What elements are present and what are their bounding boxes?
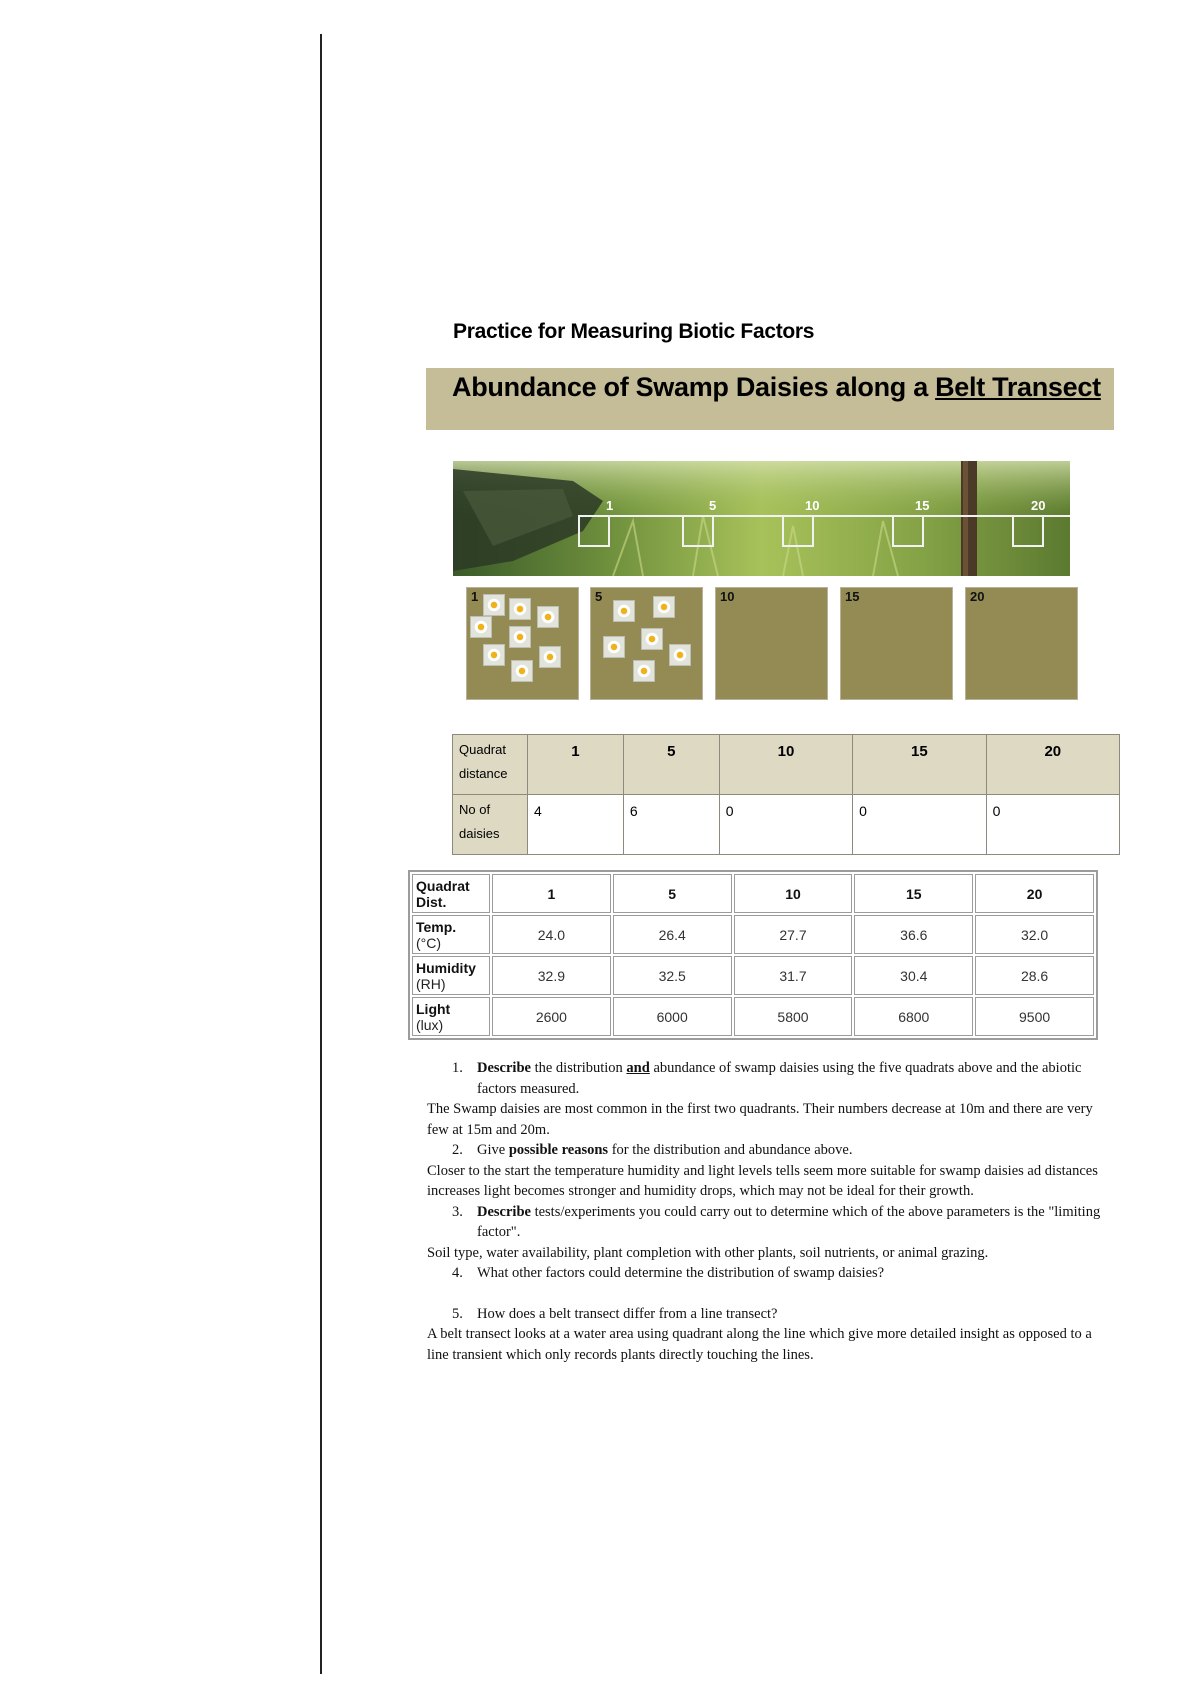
quadrat-label: 15	[845, 589, 860, 604]
answer-2: Closer to the start the temperature humidity and light levels tells seem more suitable for swamp daisies ad distances increases light becomes stronger and humidity drops, which may not be ideal for their growth.	[427, 1162, 1098, 1199]
table-row	[412, 874, 1094, 913]
daisy-icon	[509, 598, 531, 620]
abiotic-factors-table	[408, 870, 1098, 1040]
quadrat-label: 10	[720, 589, 735, 604]
quadrat-5	[590, 587, 703, 700]
abiotic-header-cell: 15	[854, 874, 973, 913]
abiotic-cell: 32.5	[613, 956, 732, 995]
question-number: 3.	[452, 1203, 463, 1220]
questions-section	[427, 1058, 1112, 1365]
photo-marker-1: 1	[606, 498, 614, 513]
count-row-label: No of daisies	[453, 795, 528, 855]
abiotic-row-label	[412, 956, 490, 995]
abiotic-cell: 5800	[734, 997, 853, 1036]
abiotic-cell: 36.6	[854, 915, 973, 954]
question-keyword: possible reasons	[508, 1142, 609, 1158]
daisy-icon	[509, 626, 531, 648]
answer-3: Soil type, water availability, plant completion with other plants, soil nutrients, or animal grazing.	[427, 1244, 989, 1261]
abiotic-cell: 32.0	[975, 915, 1094, 954]
question-number: 4.	[452, 1265, 463, 1281]
question-5	[427, 1304, 1112, 1325]
abiotic-row-label	[412, 997, 490, 1036]
count-cell: 0	[986, 795, 1119, 855]
page-margin-line	[320, 34, 322, 1674]
daisy-icon	[613, 600, 635, 622]
transect-photo	[453, 461, 1070, 576]
question-number: 1.	[452, 1060, 463, 1076]
daisy-icon	[483, 644, 505, 666]
count-cell: 0	[719, 795, 852, 855]
abiotic-header-cell: 1	[492, 874, 611, 913]
abiotic-header-cell: 5	[613, 874, 732, 913]
count-header-cell: 10	[719, 735, 852, 795]
count-cell: 6	[623, 795, 719, 855]
abiotic-cell: 30.4	[854, 956, 973, 995]
table-row	[453, 735, 1120, 795]
question-4	[427, 1263, 1112, 1284]
count-header-cell: 15	[853, 735, 986, 795]
abiotic-header-cell: 10	[734, 874, 853, 913]
quadrat-20	[965, 587, 1078, 700]
question-text: abundance of swamp daisies using the five quadrats above and the abiotic factors measured.	[477, 1060, 1082, 1097]
question-text: What other factors could determine the distribution of swamp daisies?	[477, 1265, 885, 1281]
blank-answer-4	[427, 1284, 1112, 1304]
banner-title	[452, 372, 1101, 403]
count-cell: 4	[528, 795, 624, 855]
quadrat-diagrams	[466, 587, 1078, 700]
abiotic-cell: 26.4	[613, 915, 732, 954]
row-unit: (lux)	[416, 1016, 444, 1033]
count-cell: 0	[853, 795, 986, 855]
question-text: the distribution	[530, 1060, 627, 1076]
photo-marker-5: 5	[709, 498, 717, 513]
count-header-cell: 20	[986, 735, 1119, 795]
title-banner	[426, 368, 1114, 430]
daisy-icon	[641, 628, 663, 650]
question-text: for the distribution and abundance above.	[608, 1142, 853, 1158]
daisy-icon	[470, 616, 492, 638]
row-unit: (RH)	[416, 975, 446, 992]
photo-marker-10: 10	[805, 498, 820, 513]
daisy-icon	[669, 644, 691, 666]
question-keyword: Describe	[477, 1203, 531, 1220]
photo-marker-20: 20	[1031, 498, 1046, 513]
row-name: Humidity	[416, 959, 476, 976]
row-name: Temp.	[416, 918, 457, 935]
daisy-icon	[603, 636, 625, 658]
table-row	[412, 997, 1094, 1036]
answer-1: The Swamp daisies are most common in the first two quadrants. Their numbers decrease at 10m and there are very few at 15m and 20m.	[427, 1101, 1093, 1138]
abiotic-cell: 32.9	[492, 956, 611, 995]
abiotic-cell: 9500	[975, 997, 1094, 1036]
quadrat-15	[840, 587, 953, 700]
question-text: tests/experiments you could carry out to determine which of the above parameters is the "limiting factor".	[477, 1203, 1101, 1240]
count-header-cell: 1	[528, 735, 624, 795]
row-name: Light	[416, 1000, 451, 1017]
question-keyword: Describe	[477, 1060, 531, 1076]
question-1	[427, 1058, 1112, 1099]
question-number: 5.	[452, 1305, 463, 1322]
question-3	[427, 1202, 1112, 1243]
table-row	[412, 915, 1094, 954]
abiotic-row-label	[412, 915, 490, 954]
abiotic-header-label: Quadrat Dist.	[412, 874, 490, 913]
daisy-icon	[511, 660, 533, 682]
abiotic-cell: 31.7	[734, 956, 853, 995]
abiotic-cell: 6000	[613, 997, 732, 1036]
abiotic-cell: 2600	[492, 997, 611, 1036]
count-header-cell: 5	[623, 735, 719, 795]
daisy-icon	[483, 594, 505, 616]
quadrat-label: 20	[970, 589, 985, 604]
abiotic-cell: 6800	[854, 997, 973, 1036]
question-underlined: and	[626, 1060, 650, 1076]
daisy-icon	[539, 646, 561, 668]
abiotic-header-cell: 20	[975, 874, 1094, 913]
row-unit: (°C)	[416, 934, 442, 951]
quadrat-10	[715, 587, 828, 700]
daisy-icon	[653, 596, 675, 618]
abiotic-cell: 27.7	[734, 915, 853, 954]
count-header-label: Quadrat distance	[453, 735, 528, 795]
quadrat-label: 5	[595, 589, 603, 604]
answer-5: A belt transect looks at a water area using quadrant along the line which give more detailed insight as opposed to a line transient which only records plants directly touching the lines.	[427, 1326, 1092, 1363]
question-text: How does a belt transect differ from a line transect?	[477, 1305, 778, 1322]
table-row	[412, 956, 1094, 995]
daisy-icon	[633, 660, 655, 682]
banner-title-underlined: Belt Transect	[935, 372, 1101, 402]
table-row	[453, 795, 1120, 855]
abiotic-cell: 28.6	[975, 956, 1094, 995]
quadrat-label: 1	[471, 589, 479, 604]
daisy-count-table	[452, 734, 1120, 855]
photo-marker-15: 15	[915, 498, 930, 513]
quadrat-1	[466, 587, 579, 700]
daisy-icon	[537, 606, 559, 628]
practice-title: Practice for Measuring Biotic Factors	[453, 320, 815, 343]
question-number: 2.	[452, 1142, 463, 1158]
question-2	[427, 1140, 1112, 1161]
abiotic-cell: 24.0	[492, 915, 611, 954]
question-text: Give	[477, 1142, 509, 1158]
banner-title-prefix: Abundance of Swamp Daisies along a	[452, 372, 936, 402]
